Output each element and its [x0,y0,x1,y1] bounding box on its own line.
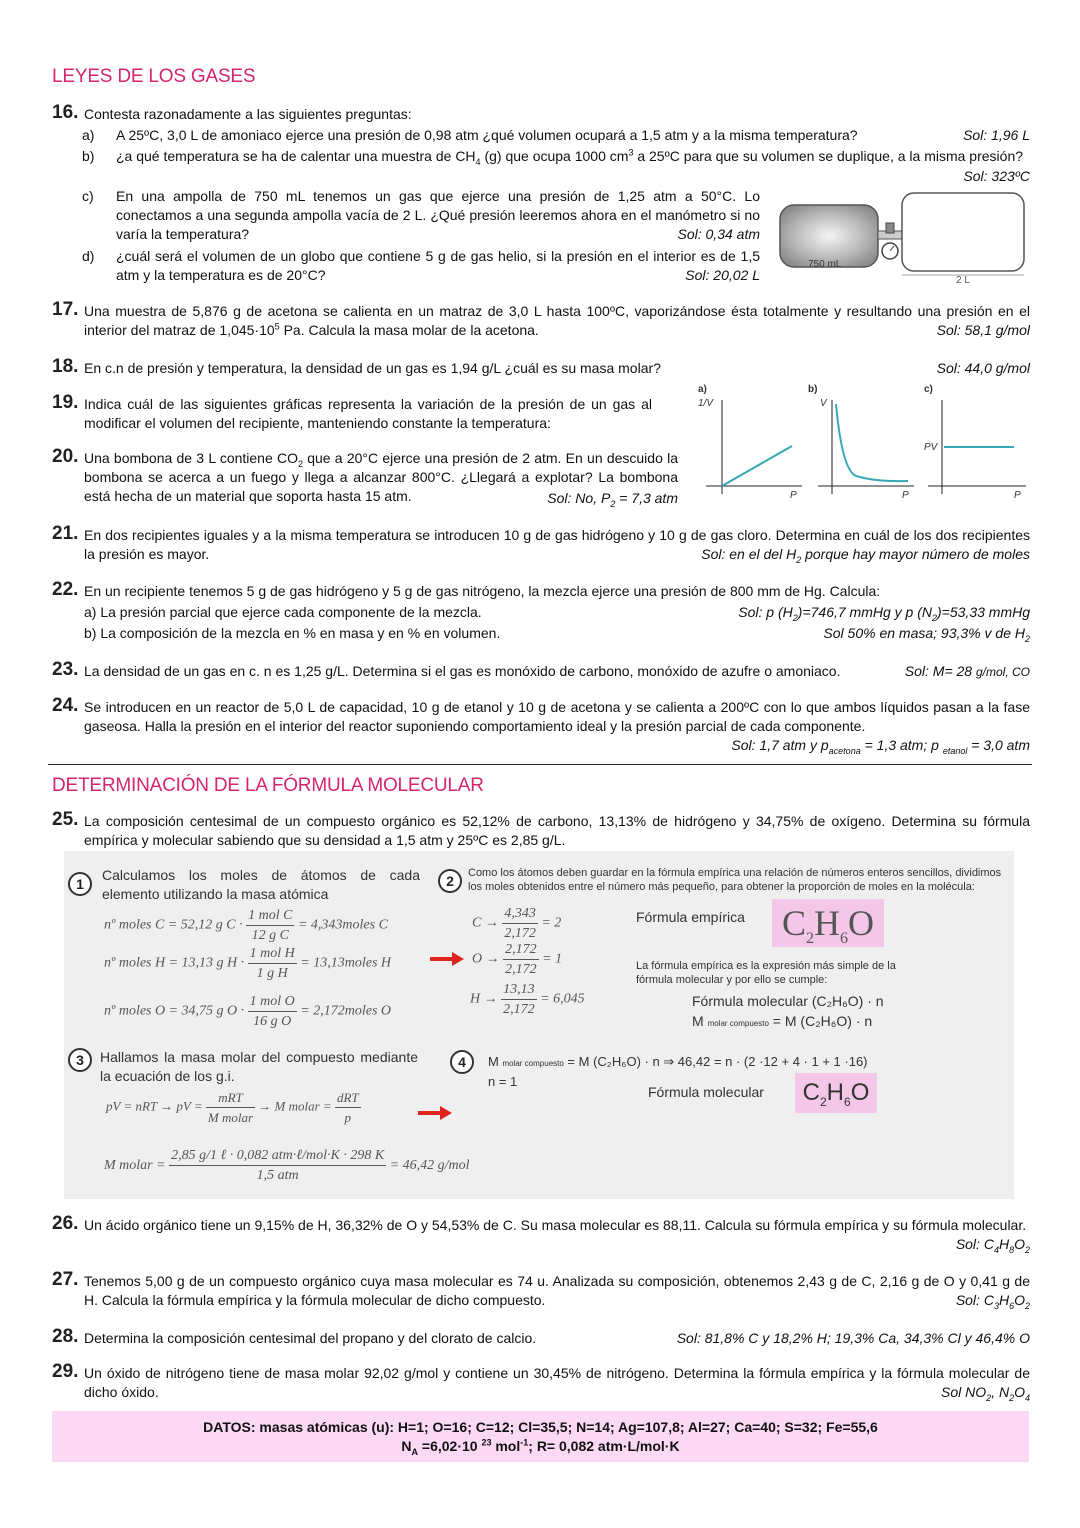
problem-21 [52,523,1030,565]
eq-num: dRT [335,1088,361,1108]
subscript: 2 [610,498,616,509]
problem-number: 19. [52,392,79,413]
formula-part: H [826,1079,844,1106]
solution: Sol: en el del H [701,546,797,562]
item-text: ¿a qué temperatura se ha de calentar una muestra de CH [116,148,476,164]
eq-part: nº moles C = 52,12 g C · [104,917,243,933]
moles-h-eq [104,944,424,983]
eq-part: C → [472,915,499,931]
problem-number: 27. [52,1269,79,1290]
problem-text: Determina la composición centesimal del propano y del clorato de calcio. [84,1330,537,1346]
problem-number: 26. [52,1213,79,1234]
subscript: 6 [1009,1300,1015,1311]
subscript: acetona [828,745,861,756]
eq-den: 2,172 [504,926,536,941]
moles-o-eq [104,992,424,1031]
eq-part: H → [470,991,498,1007]
solution: O [1014,1292,1025,1308]
eq-num: mRT [206,1088,255,1108]
problem-text: En un recipiente tenemos 5 g de gas hidrógeno y 5 g de gas nitrógeno, la mezcla ejerce una presión de 800 mm de Hg. Calcula: [84,583,881,599]
subscript: 3 [993,1300,999,1311]
problem-number: 25. [52,809,79,830]
subscript: 2 [796,554,802,565]
solution: H [998,1292,1010,1308]
formula-part: H [814,903,840,943]
solution: = 7,3 atm [615,490,678,506]
problem-18 [52,356,1030,378]
molecular-formula-label: Fórmula molecular [648,1084,764,1100]
ampolla-2l [902,193,1024,271]
problem-number: 28. [52,1326,79,1347]
ratio-h [470,980,585,1019]
graph-b-label: b) [808,384,818,395]
label-750ml: 750 mL [808,259,842,270]
solution: = 1,3 atm; p [860,737,943,753]
problem-text: La composición centesimal de un compuesto orgánico es 52,12% de carbono, 13,13% de hidrógeno y 34,75% de oxígeno. Determina su fórmula empírica y molecular sabiendo que su densidad a 1,5 atm y 25ºC es 2,85 g/L. [84,813,1030,848]
eq-part: → M molar = [258,1098,332,1114]
problem-16 [52,102,1030,124]
problem-number: 23. [52,659,79,680]
item-label: d) [82,248,95,264]
ratio-o [472,940,562,979]
solution: Sol: 81,8% C y 18,2% H; 19,3% Ca, 34,3% Cl y 46,4% O [676,1330,1030,1346]
subscript: 8 [1009,1244,1015,1255]
data-text: =6,02·10 [418,1438,482,1454]
ratio-c [472,904,561,943]
step-4-badge: 4 [450,1050,474,1074]
step-3-badge: 3 [68,1048,92,1072]
data-text: ; R= 0,082 atm·L/mol·K [528,1438,680,1454]
problem-26 [52,1213,1030,1255]
data-text: N [401,1438,412,1454]
problem-20 [52,446,678,509]
solution: porque hay mayor número de moles [801,546,1030,562]
item-label: c) [82,188,94,204]
subscript: molar compuesto [502,1059,564,1068]
problem-16b [82,147,1030,184]
problem-text: Tenemos 5,00 g de un compuesto orgánico cuya masa molecular es 74 u. Analizada su composición, obtenemos 2,43 g de C, 2,16 g de O y 0,41 g de H. Calcula la fórmula empírica y la fórmula molecular de dicho compuesto. [84,1273,1030,1308]
eq-den: 16 g O [253,1014,292,1029]
solution: Sol: M= 28 [904,663,976,679]
subscript: 6 [844,1094,851,1109]
subscript: 4 [993,1244,999,1255]
step-3-text: Hallamos la masa molar del compuesto mediante la ecuación de los g.i. [100,1049,418,1084]
solution: Sol: 1,7 atm y p [731,737,829,753]
eq-part: = 13,13moles H [300,955,392,971]
solution: Sol: 58,1 g/mol [936,322,1030,338]
item-label: b) [82,148,95,164]
solution: = 3,0 atm [967,737,1030,753]
solution: O [1014,1236,1025,1252]
arrow-right-icon [418,1104,454,1122]
superscript: 23 [481,1437,492,1448]
superscript: -1 [520,1437,529,1448]
eq-num: 4,343 [502,904,538,924]
data-line-2 [52,1437,1029,1456]
graph-a-ylabel: 1/V [698,398,714,409]
subscript: 2 [297,458,303,469]
solution: Sol: 1,96 L [963,127,1030,143]
problem-16a [82,126,1030,145]
step-1-badge: 1 [68,872,92,896]
item-text: a) La presión parcial que ejerce cada componente de la mezcla. [84,604,482,620]
eq-den: p [344,1110,352,1125]
problem-text: La densidad de un gas en c. n es 1,25 g/L. Determina si el gas es monóxido de carbono, monóxido de azufre o amoniaco. [84,663,841,679]
problem-text: Indica cuál de las siguientes gráficas representa la variación de la presión de un gas al modificar el volumen del recipiente, manteniendo constante la temperatura: [84,396,652,431]
problem-24 [52,695,1030,756]
problem-text: que a 20°C ejerce una presión de 2 atm. En un descuido la bombona se acerca a un fuego y llega a alcanzar 800°C. ¿Llegará a explotar? La bombona está hecha de un material que soporta hasta 15 atm. [84,450,678,504]
item-text: A 25ºC, 3,0 L de amoniaco ejerce una presión de 0,98 atm ¿qué volumen ocupará a 1,5 atm y a la misma temperatura? [116,127,858,143]
eq-part: M [692,1013,708,1029]
subscript: 6 [840,930,848,948]
item-text: b) La composición de la mezcla en % en masa y en % en volumen. [84,625,501,641]
solution: Sol NO [941,1384,987,1400]
eq-part: M [488,1054,503,1069]
formula-part: O [848,903,874,943]
problem-text: Pa. Calcula la masa molar de la acetona. [279,322,539,338]
problem-23 [52,659,1030,682]
problem-22a [84,603,1030,622]
ampolla-750ml [780,205,878,267]
graphs-figure [696,380,1032,506]
graph-c-label: c) [924,384,933,395]
step-4-eq [488,1052,868,1073]
eq-num: 2,85 g/1 ℓ · 0,082 atm·ℓ/mol·K · 298 K [169,1146,386,1166]
solution: Sol: 323ºC [963,168,1030,184]
molecular-formula [795,1073,877,1113]
graph-a-label: a) [698,384,707,395]
problem-text: Un óxido de nitrógeno tiene de masa molar 92,02 g/mol y contiene un 30,45% de nitrógeno. Determina la fórmula empírica y la fórmula molecular de dicho óxido. [84,1365,1030,1400]
label-2l: 2 L [956,275,970,286]
ideal-gas-eq [106,1088,361,1127]
problem-22 [52,579,1030,601]
data-text: masas atómicas (u): H=1; O=16; C=12; Cl=35,5; N=14; Ag=107,8; Al=27; Ca=40; S=32; Fe=55,6 [255,1419,878,1435]
solution: Sol: p (H [738,604,793,620]
problem-number: 29. [52,1361,79,1382]
eq-den: 2,172 [503,1002,535,1017]
problem-text: Contesta razonadamente a las siguientes preguntas: [84,106,412,122]
empirical-note: La fórmula empírica es la expresión más simple de la fórmula molecular y por ello se cumple: [636,960,896,986]
eq-part: = 6,045 [540,991,585,1007]
problem-number: 18. [52,356,79,377]
subscript: 4 [1024,1392,1030,1403]
item-text: En una ampolla de 750 mL tenemos un gas que ejerce una presión de 1,25 atm a 50°C. Lo conectamos a una segunda ampolla vacía de 2 L. ¿Qué presión leeremos ahora en el manómetro si no varía la temperatura? [116,188,760,242]
solution: Sol: 20,02 L [685,267,760,283]
empirical-formula [772,899,884,947]
eq-part: = 1 [542,951,563,967]
item-label: a) [82,127,95,143]
eq-part: = 2,172moles O [300,1003,392,1019]
eq-part: M molar = [104,1158,166,1173]
subscript: 2 [806,930,814,948]
molar-mass-calc [104,1146,470,1185]
problem-number: 24. [52,695,79,716]
problem-27 [52,1269,1030,1311]
problem-22b [84,624,1030,643]
eq-num: 1 mol C [246,906,294,926]
problem-25 [52,809,1030,850]
subscript: molar compuesto [707,1019,769,1028]
subscript: 2 [1024,1244,1030,1255]
graph-c-xlabel: P [1014,490,1021,501]
eq-num: 1 mol H [248,944,297,964]
step-2-badge: 2 [438,869,462,893]
problem-number: 21. [52,523,79,544]
ampolla-figure [776,187,1032,287]
data-box [52,1411,1029,1462]
eq-part: = M (C₂H₆O) · n ⇒ 46,42 = n · (2 ·12 + 4 · 1 + 1 ·16) [563,1054,868,1069]
section-divider [48,764,1032,765]
arrow-right-icon [430,950,466,968]
subscript: 2 [1024,633,1030,644]
problem-16d [82,247,760,285]
eq-num: 1 mol O [248,992,297,1012]
eq-part: nº moles H = 13,13 g H · [104,955,245,971]
data-label: DATOS: [203,1419,256,1435]
eq-part: = M (C₂H₆O) · n [768,1013,873,1029]
solution: )=746,7 mmHg y p (N [797,604,932,620]
data-text: mol [491,1438,521,1454]
formula-part: C [802,1079,820,1106]
solution: Sol: 44,0 g/mol [936,360,1030,376]
problem-number: 22. [52,579,79,600]
problem-17 [52,299,1030,340]
solution: , N [991,1384,1010,1400]
eq-part: O → [472,951,500,967]
solution: g/mol, CO [975,665,1030,679]
problem-text: En dos recipientes iguales y a la misma temperatura se introducen 10 g de gas hidrógeno y 10 g de gas cloro. Determina en cuál de los dos recipientes la presión es mayor. [84,527,1030,562]
solution: Sol: C [955,1236,994,1252]
problem-16c [82,187,760,244]
subscript: 2 [792,612,798,623]
solution: O [1014,1384,1025,1400]
graph-c-ylabel: PV [924,442,938,453]
empirical-formula-label: Fórmula empírica [636,909,745,925]
eq-part: = 2 [541,915,562,931]
eq-den: 1 g H [256,966,288,981]
item-text: (g) que ocupa 1000 cm [480,148,629,164]
n-value: n = 1 [488,1074,518,1089]
problem-text: Una bombona de 3 L contiene CO [84,450,298,466]
subscript: 2 [1009,1392,1015,1403]
step-1-text: Calculamos los moles de átomos de cada elemento utilizando la masa atómica [102,867,420,902]
solution: Sol: C [955,1292,994,1308]
eq-part: = 4,343moles C [297,917,388,933]
problem-text: Se introducen en un reactor de 5,0 L de capacidad, 10 g de etanol y 10 g de acetona y se calienta a 200ºC con lo que ambos líquidos pasan a la fase gaseosa. Halla la presión en el interior del reactor suponiendo comportamiento ideal y la presión parcial de cada componente. [84,699,1030,734]
valve-icon [886,223,894,233]
problem-text: Una muestra de 5,876 g de acetona se calienta en un matraz de 3,0 L hasta 100ºC, vaporizándose ésta totalmente y resultando una presión en el interior del matraz de 1,045·10 [84,303,1030,338]
problem-29 [52,1361,1030,1403]
solution: H [998,1236,1010,1252]
subscript: 2 [932,612,938,623]
formula-part: C [781,903,806,943]
problem-text: Un ácido orgánico tiene un 9,15% de H, 36,32% de O y 54,53% de C. Su masa molecular es 88,11. Calcula su fórmula empírica y su fórmula molecular. [84,1217,1027,1233]
item-text: a 25ºC para que su volumen se duplique, a la misma presión? [633,148,1024,164]
problem-number: 16. [52,102,79,123]
data-line-1 [52,1418,1029,1437]
subscript: 2 [986,1392,992,1403]
subscript: 4 [475,156,481,167]
subscript: 2 [819,1094,827,1109]
problem-number: 20. [52,446,79,467]
eq-den: 2,172 [505,962,537,977]
graph-a-line [722,446,792,486]
subscript: 2 [1024,1300,1030,1311]
subscript: etanol [942,745,968,756]
graph-b-ylabel: V [820,398,827,409]
problem-text: En c.n de presión y temperatura, la densidad de un gas es 1,94 g/L ¿cuál es su masa molar? [84,360,661,376]
solution: Sol: 0,34 atm [677,226,760,242]
eq-part: pV = nRT → pV = [106,1098,203,1114]
step-2-text: Como los átomos deben guardar en la fórmula empírica una relación de números enteros sencillos, dividimos los moles obtenidos entre el número más pequeño, para obtener la proporción de moles en la molécula: [468,867,1002,893]
section-title-formula: DETERMINACIÓN DE LA FÓRMULA MOLECULAR [52,775,484,796]
moles-c-eq [104,906,424,945]
solution: Sol: No, P [547,490,611,506]
eq-part: = 46,42 g/mol [389,1158,470,1173]
superscript: 5 [274,321,280,332]
eq-num: 2,172 [503,940,539,960]
superscript: 3 [628,147,634,158]
eq-num: 13,13 [501,980,537,1000]
problem-19 [52,392,652,433]
graph-a-xlabel: P [790,490,797,501]
eq-den: 12 g C [251,928,289,943]
eq-part: nº moles O = 34,75 g O · [104,1003,245,1019]
subscript: A [411,1446,419,1457]
graph-b-curve [836,404,908,481]
item-text: ¿cuál será el volumen de un globo que contiene 5 g de gas helio, si la presión en el interior es de 1,5 atm y la temperatura es de 20°C? [116,248,760,283]
eq-den: M molar [207,1110,254,1125]
solution: Sol 50% en masa; 93,3% v de H [823,625,1025,641]
graph-b-xlabel: P [902,490,909,501]
problem-number: 17. [52,299,79,320]
solution: )=53,33 mmHg [937,604,1030,620]
molecular-formula-eq: Fórmula molecular (C₂H₆O) · n [692,993,884,1009]
eq-den: 1,5 atm [256,1168,299,1183]
problem-28 [52,1326,1030,1348]
formula-part: O [850,1079,870,1106]
molar-mass-eq [692,1012,872,1033]
section-title-gases: LEYES DE LOS GASES [52,66,256,87]
